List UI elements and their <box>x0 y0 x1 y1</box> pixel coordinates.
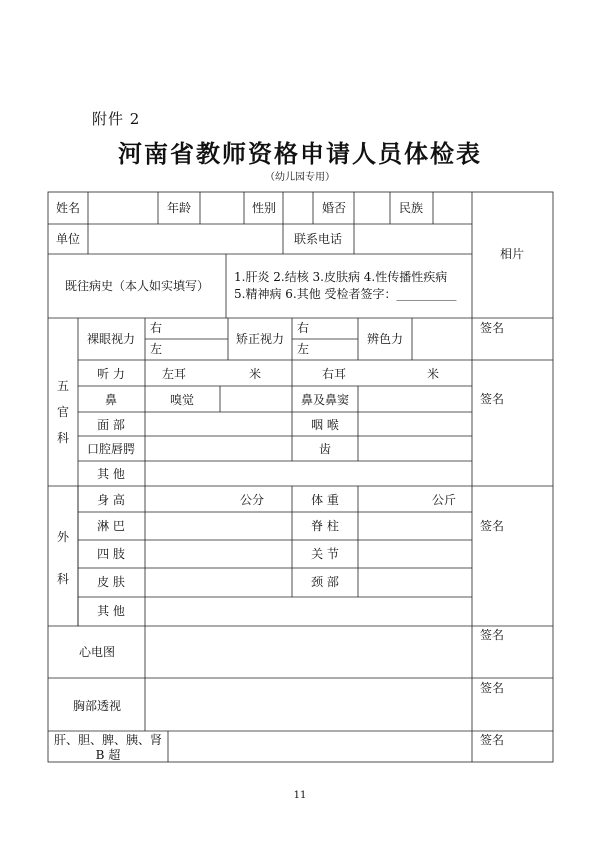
label-age: 年龄 <box>166 201 192 215</box>
label-teeth: 齿 <box>318 442 332 456</box>
label-name: 姓名 <box>55 201 81 215</box>
label-hearing: 听 力 <box>97 367 125 381</box>
page-number: 11 <box>293 790 307 801</box>
label-smell: 嗅觉 <box>169 393 195 407</box>
signature-chest: 签名 <box>480 681 505 695</box>
unit-meter-left: 米 <box>249 367 262 381</box>
label-height: 身 高 <box>97 493 125 507</box>
unit-cm: 公分 <box>240 493 265 507</box>
signature-ecg: 签名 <box>480 628 505 642</box>
label-weight: 体 重 <box>311 493 339 507</box>
label-face: 面 部 <box>97 418 125 432</box>
unit-kg: 公斤 <box>432 493 457 507</box>
label-limbs: 四 肢 <box>97 547 125 561</box>
label-ultrasound-b: B 超 <box>95 748 121 762</box>
label-photo: 相片 <box>499 247 525 261</box>
label-sinus: 鼻及鼻窦 <box>300 393 350 407</box>
label-phone: 联系电话 <box>293 232 343 246</box>
form-title: 河南省教师资格申请人员体检表 <box>118 139 482 168</box>
label-ecg: 心电图 <box>78 645 116 659</box>
label-surgery-other: 其 他 <box>97 604 125 618</box>
label-oral: 口腔唇腭 <box>86 442 136 456</box>
signature-vision: 签名 <box>480 321 505 335</box>
history-options-line2: 5.精神病 6.其他 受检者签字：__________ <box>234 287 457 301</box>
label-medical-history: 既往病史（本人如实填写） <box>64 279 210 293</box>
signature-eent: 签名 <box>480 392 505 406</box>
label-corrected-left: 左 <box>297 342 310 356</box>
unit-meter-right: 米 <box>427 367 440 381</box>
label-skin: 皮 肤 <box>97 575 125 589</box>
signature-ultrasound: 签名 <box>480 733 505 747</box>
label-spine: 脊 柱 <box>311 519 339 533</box>
signature-surgery: 签名 <box>480 519 505 533</box>
label-naked-vision: 裸眼视力 <box>86 332 136 346</box>
attachment-label: 附件 2 <box>92 110 141 128</box>
label-right-ear: 右耳 <box>322 367 347 381</box>
label-corrected-vision: 矫正视力 <box>235 332 285 346</box>
label-color-vision: 辨色力 <box>366 332 404 346</box>
label-joints: 关 节 <box>311 547 339 561</box>
label-ultrasound-organs: 肝、胆、脾、胰、肾 <box>53 733 163 747</box>
label-marital: 婚否 <box>321 201 347 215</box>
label-ethnicity: 民族 <box>398 201 424 215</box>
label-nose: 鼻 <box>104 393 118 407</box>
label-throat: 咽 喉 <box>311 418 339 432</box>
label-unit: 单位 <box>55 232 81 246</box>
history-options-line1: 1.肝炎 2.结核 3.皮肤病 4.性传播性疾病 <box>234 270 448 284</box>
label-right-eye: 右 <box>150 321 163 335</box>
label-left-ear: 左耳 <box>162 367 187 381</box>
label-neck: 颈 部 <box>311 575 339 589</box>
section-surgery: 外 科 <box>56 530 69 586</box>
label-eent-other: 其 他 <box>97 467 125 481</box>
label-corrected-right: 右 <box>297 321 310 335</box>
signature-underline: __________ <box>396 287 457 301</box>
form-subtitle: （幼儿园专用） <box>265 172 335 183</box>
label-chest-xray: 胸部透视 <box>72 699 122 713</box>
label-left-eye: 左 <box>150 342 163 356</box>
section-eent: 五 官 科 <box>56 379 69 445</box>
label-gender: 性别 <box>251 201 277 215</box>
label-lymph: 淋 巴 <box>97 519 125 533</box>
